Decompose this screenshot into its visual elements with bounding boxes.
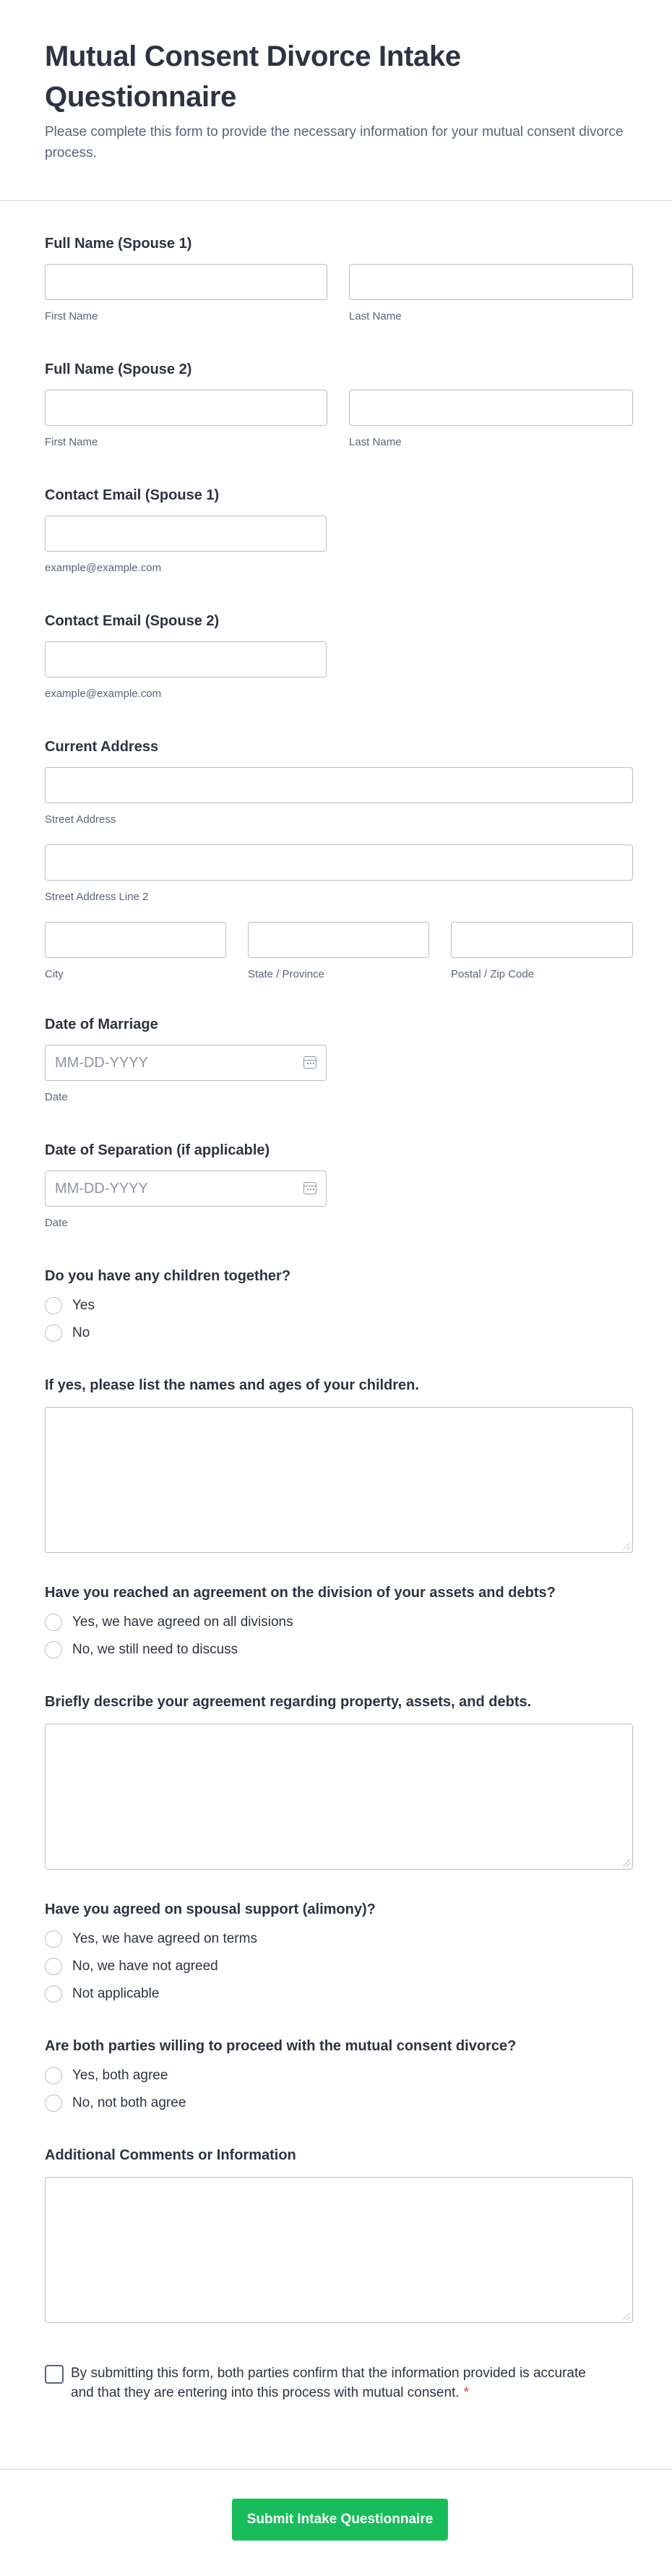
spouse2-email-field xyxy=(45,613,633,700)
spouse1-name-label: Full Name (Spouse 1) xyxy=(45,235,192,252)
separation-date-label: Date of Separation (if applicable) xyxy=(45,1142,270,1158)
spouse1-first-name-input[interactable] xyxy=(45,264,327,300)
form-footer xyxy=(0,2469,672,2576)
spouse1-email-sublabel: example@example.com xyxy=(45,561,162,574)
radio-button[interactable] xyxy=(45,1958,62,1975)
assets-option-not-agreed[interactable]: No, we still need to discuss xyxy=(45,1636,633,1664)
state-sublabel: State / Province xyxy=(248,967,324,980)
spouse1-last-name-sublabel: Last Name xyxy=(349,309,402,322)
spouse2-email-input[interactable] xyxy=(45,641,327,677)
calendar-icon[interactable] xyxy=(303,1056,316,1069)
proceed-option-not-both[interactable]: No, not both agree xyxy=(45,2089,633,2117)
radio-button[interactable] xyxy=(45,1297,62,1314)
children-list-textarea[interactable] xyxy=(45,1407,633,1553)
marriage-date-label: Date of Marriage xyxy=(45,1016,158,1032)
form-body xyxy=(0,236,672,2403)
comments-textarea[interactable] xyxy=(45,2177,633,2323)
form-subtitle: Please complete this form to provide the necessary information for your mutual consent divorce process. xyxy=(45,124,624,161)
spouse2-last-name-sublabel: Last Name xyxy=(349,435,402,448)
children-field xyxy=(45,1268,633,1347)
city-input[interactable] xyxy=(45,922,226,958)
separation-date-sublabel: Date xyxy=(45,1216,68,1229)
spouse1-first-name-sublabel: First Name xyxy=(45,309,98,322)
spouse2-name-field xyxy=(45,361,633,448)
submit-button[interactable]: Submit Intake Questionnaire xyxy=(232,2499,448,2541)
proceed-option-both-agree[interactable]: Yes, both agree xyxy=(45,2062,633,2089)
spouse1-email-label: Contact Email (Spouse 1) xyxy=(45,487,220,503)
form-header xyxy=(0,0,672,201)
assets-agreement-label: Have you reached an agreement on the division of your assets and debts? xyxy=(45,1584,556,1601)
address-field xyxy=(45,739,633,980)
children-option-no[interactable]: No xyxy=(45,1319,633,1347)
city-sublabel: City xyxy=(45,967,64,980)
spouse2-email-label: Contact Email (Spouse 2) xyxy=(45,612,220,629)
separation-date-field xyxy=(45,1142,633,1229)
form-title: Mutual Consent Divorce Intake Questionnaire xyxy=(45,40,461,113)
zip-sublabel: Postal / Zip Code xyxy=(451,967,535,980)
consent-text: By submitting this form, both parties confirm that the information provided is accurate and that they are entering into this process with mutual consent. xyxy=(71,2365,586,2401)
separation-date-placeholder: MM-DD-YYYY xyxy=(55,1180,148,1197)
spouse2-first-name-sublabel: First Name xyxy=(45,435,98,448)
alimony-option-not-agreed[interactable]: No, we have not agreed xyxy=(45,1953,633,1980)
street-address-line2-input[interactable] xyxy=(45,844,633,881)
assets-option-agreed[interactable]: Yes, we have agreed on all divisions xyxy=(45,1609,633,1636)
consent-field xyxy=(45,2363,633,2403)
state-input[interactable] xyxy=(248,922,429,958)
alimony-option-not-applicable[interactable]: Not applicable xyxy=(45,1980,633,2008)
street-address-sublabel: Street Address xyxy=(45,813,116,826)
children-list-field xyxy=(45,1377,633,1553)
radio-button[interactable] xyxy=(45,2067,62,2084)
spouse2-email-sublabel: example@example.com xyxy=(45,687,162,700)
assets-description-label: Briefly describe your agreement regarding property, assets, and debts. xyxy=(45,1693,532,1710)
comments-label: Additional Comments or Information xyxy=(45,2147,296,2163)
resize-grip-icon[interactable] xyxy=(623,2313,630,2320)
radio-button[interactable] xyxy=(45,2094,62,2112)
assets-agreement-field xyxy=(45,1585,633,1664)
spouse1-email-field xyxy=(45,487,633,574)
resize-grip-icon[interactable] xyxy=(623,1543,630,1550)
calendar-icon[interactable] xyxy=(303,1182,316,1194)
spouse1-last-name-input[interactable] xyxy=(349,264,633,300)
marriage-date-sublabel: Date xyxy=(45,1090,68,1103)
alimony-label: Have you agreed on spousal support (alimony)? xyxy=(45,1901,376,1917)
children-list-label: If yes, please list the names and ages of your children. xyxy=(45,1377,419,1393)
spouse2-first-name-input[interactable] xyxy=(45,390,327,426)
radio-button[interactable] xyxy=(45,1325,62,1342)
spouse2-last-name-input[interactable] xyxy=(349,390,633,426)
spouse1-email-input[interactable] xyxy=(45,515,327,552)
street-address-line2-sublabel: Street Address Line 2 xyxy=(45,890,149,903)
comments-field xyxy=(45,2147,633,2323)
spouse1-name-field xyxy=(45,236,633,322)
marriage-date-field xyxy=(45,1017,633,1103)
children-label: Do you have any children together? xyxy=(45,1267,291,1284)
radio-button[interactable] xyxy=(45,1641,62,1659)
street-address-input[interactable] xyxy=(45,767,633,803)
zip-input[interactable] xyxy=(451,922,633,958)
resize-grip-icon[interactable] xyxy=(623,1860,630,1867)
consent-checkbox[interactable] xyxy=(45,2365,64,2384)
assets-description-textarea[interactable] xyxy=(45,1724,633,1870)
radio-button[interactable] xyxy=(45,1614,62,1631)
alimony-option-agreed[interactable]: Yes, we have agreed on terms xyxy=(45,1925,633,1953)
required-asterisk: * xyxy=(463,2385,469,2401)
proceed-field xyxy=(45,2038,633,2117)
radio-button[interactable] xyxy=(45,1930,62,1948)
address-label: Current Address xyxy=(45,738,159,755)
children-option-yes[interactable]: Yes xyxy=(45,1292,633,1319)
spouse2-name-label: Full Name (Spouse 2) xyxy=(45,361,192,377)
assets-description-field xyxy=(45,1694,633,1870)
alimony-field xyxy=(45,1901,633,2008)
radio-button[interactable] xyxy=(45,1985,62,2003)
proceed-label: Are both parties willing to proceed with the mutual consent divorce? xyxy=(45,2037,517,2054)
marriage-date-placeholder: MM-DD-YYYY xyxy=(55,1054,148,1071)
